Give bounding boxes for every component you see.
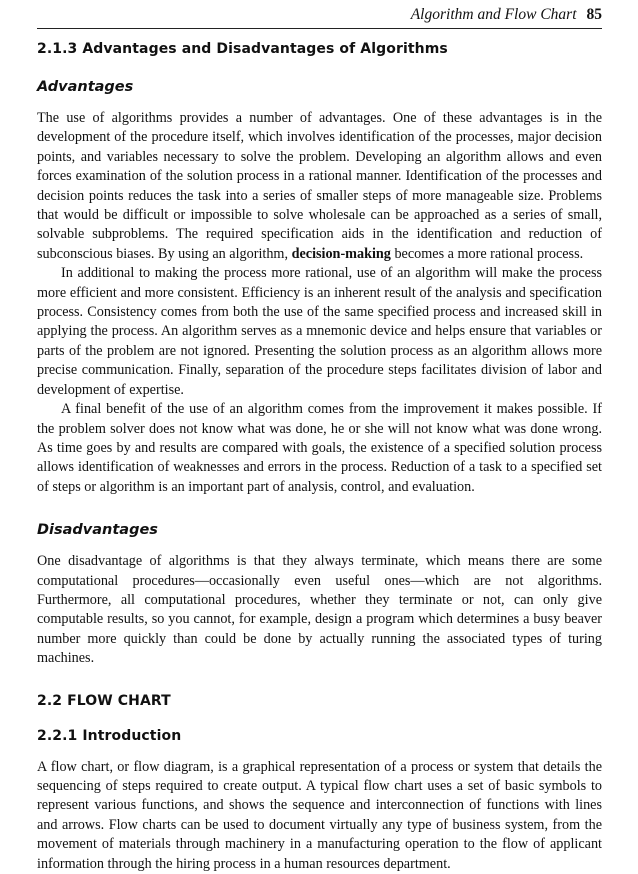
advantages-paragraph-1 bbox=[37, 109, 602, 264]
running-title: Algorithm and Flow Chart bbox=[410, 6, 577, 23]
section-heading-2-2: 2.2 FLOW CHART bbox=[37, 692, 171, 709]
section-heading-2-2-1: 2.2.1 Introduction bbox=[37, 727, 182, 744]
advantages-p1-text: The use of algorithms provides a number of advantages. One of these advantages is in the development of the procedure itself, which involves identification of the processes, major decision points, and variables necessary to solve the problem. Developing an algorithm allows and even forces examination of the solution process in a rational manner. Identification of the processes and decision points reduces the task into a series of smaller steps of more manageable size. Problems that would be difficult or impossible to solve wholesale can be approached as a series of small, solvable subproblems. The required specification aids in the identification and reduction of subconscious biases. By using an algorithm, bbox=[37, 110, 602, 262]
advantages-paragraph-2: In additional to making the process more rational, use of an algorithm will make the process more efficient and more consistent. Efficiency is an inherent result of the analysis and specification process. Consistency comes from both the use of the same specified process and increased skill in applying the process. An algorithm serves as a mnemonic device and helps ensure that variables or parts of the problem are not ignored. Presenting the solution process as an algorithm allows more precise communication. Finally, separation of the procedure steps facilitates division of labor and development of expertise. bbox=[37, 265, 602, 398]
decision-making-term: decision-making bbox=[291, 245, 391, 262]
introduction-paragraph-1: A flow chart, or flow diagram, is a graphical representation of a process or system that details the sequencing of steps required to create output. A typical flow chart uses a set of basic symbols to represent various functions, and shows the sequence and interconnection of functions with lines and arrows. Flow charts can be used to document virtually any type of business system, from the movement of materials through machinery in a manufacturing operation to the flow of applicant information through the hiring process in a human resources department. bbox=[37, 758, 602, 872]
page-content bbox=[37, 40, 602, 874]
section-heading-2-1-3: 2.1.3 Advantages and Disadvantages of Algorithms bbox=[37, 41, 448, 57]
disadvantages-paragraph-1: One disadvantage of algorithms is that they always terminate, which means there are some computational procedures—occasionally even useful ones—which are not algorithms. Furthermore, all computational procedures, whether they terminate or not, can only give computable results, so you cannot, for example, design a program which determines a busy beaver number more quickly than could be done by actually running the associated types of turing machines. bbox=[37, 553, 602, 667]
advantages-p1-tail: becomes a more rational process. bbox=[394, 245, 584, 262]
advantages-paragraph-3: A final benefit of the use of an algorithm comes from the improvement it makes possible. If the problem solver does not know what was done, he or she will not know what was done wrong. As time goes by and results are compared with goals, the existence of a specified solution process allows identification of weaknesses and errors in the process. Reduction of a task to a specified set of steps or algorithm is an important part of analysis, control, and evaluation. bbox=[37, 401, 602, 495]
running-header bbox=[37, 4, 602, 29]
page-number: 85 bbox=[586, 6, 602, 23]
subheading-disadvantages: Disadvantages bbox=[37, 522, 158, 539]
subheading-advantages: Advantages bbox=[37, 79, 134, 95]
